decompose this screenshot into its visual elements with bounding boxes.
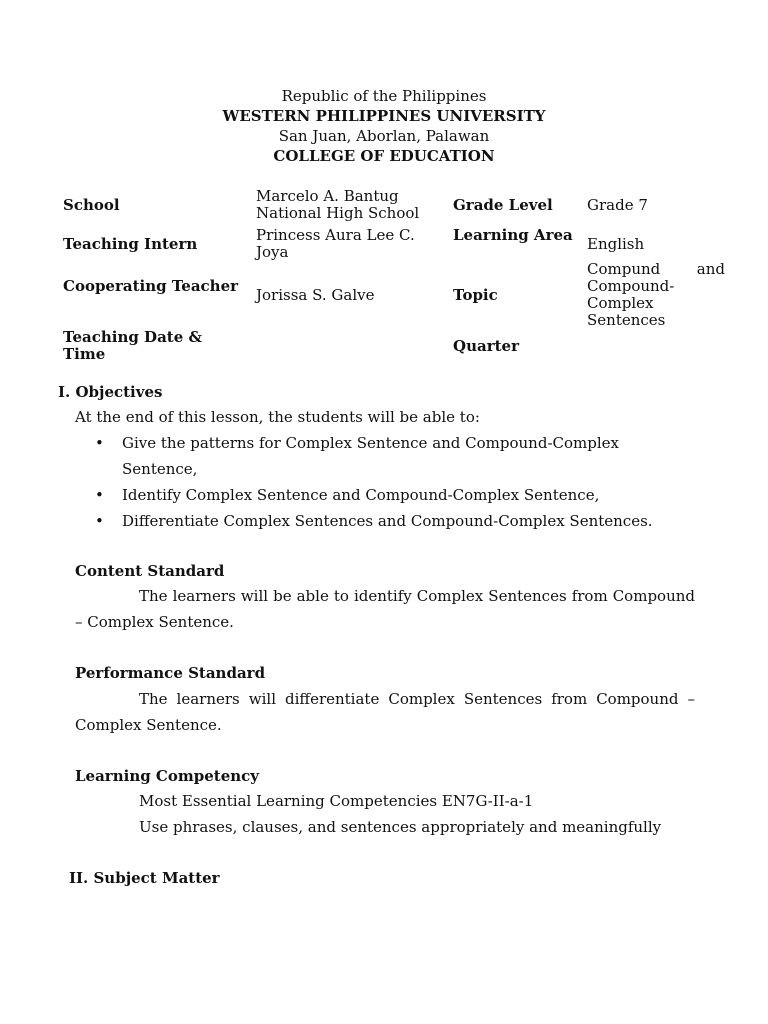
school-value: Marcelo A. Bantug National High School (256, 187, 420, 222)
quarter-label: Quarter (453, 337, 519, 355)
objectives-list (95, 430, 695, 534)
performance-standard-text: The learners will differentiate Complex Sentences from Compound – Complex Sentence. (75, 690, 695, 734)
topic-value (587, 261, 725, 329)
learning-competency-line-2: Use phrases, clauses, and sentences appropriately and meaningfully (139, 818, 662, 836)
cooperating-teacher-value: Jorissa S. Galve (256, 286, 375, 304)
topic-rest: Compound-Complex Sentences (587, 277, 675, 329)
list-item: • Identify Complex Sentence and Compound-Complex Sentence, (95, 482, 695, 508)
learning-area-label: Learning Area (453, 226, 573, 244)
topic-word-2: and (696, 260, 725, 278)
topic-label: Topic (453, 286, 498, 304)
learning-competency-title: Learning Competency (75, 767, 260, 785)
subject-matter-title: II. Subject Matter (69, 869, 220, 887)
grade-level-value: Grade 7 (587, 196, 648, 214)
topic-word-1: Compund (587, 260, 661, 278)
document-header (0, 86, 768, 166)
cooperating-teacher-label: Cooperating Teacher (63, 277, 239, 295)
objectives-intro: At the end of this lesson, the students will be able to: (75, 408, 480, 426)
bullet-icon: • (95, 434, 104, 452)
learning-area-value: English (587, 235, 645, 253)
content-standard-title: Content Standard (75, 562, 225, 580)
teaching-date-label: Teaching Date & Time (63, 328, 203, 363)
header-college: COLLEGE OF EDUCATION (273, 147, 495, 165)
learning-competency-line-1: Most Essential Learning Competencies EN7G-II-a-1 (139, 792, 534, 810)
header-republic: Republic of the Philippines (281, 87, 487, 105)
list-item: • Differentiate Complex Sentences and Compound-Complex Sentences. (95, 508, 695, 534)
teaching-intern-value: Princess Aura Lee C. Joya (256, 226, 415, 261)
school-label: School (63, 196, 120, 214)
header-university: WESTERN PHILIPPINES UNIVERSITY (222, 107, 546, 125)
performance-standard-title: Performance Standard (75, 664, 266, 682)
objectives-title: I. Objectives (58, 383, 163, 401)
bullet-icon: • (95, 512, 104, 530)
header-address: San Juan, Aborlan, Palawan (278, 127, 490, 145)
grade-level-label: Grade Level (453, 196, 553, 214)
content-standard-text: The learners will be able to identify Complex Sentences from Compound – Complex Sentence. (75, 587, 695, 631)
bullet-icon: • (95, 486, 104, 504)
list-item: • Give the patterns for Complex Sentence and Compound-Complex Sentence, (95, 430, 695, 482)
teaching-intern-label: Teaching Intern (63, 235, 198, 253)
